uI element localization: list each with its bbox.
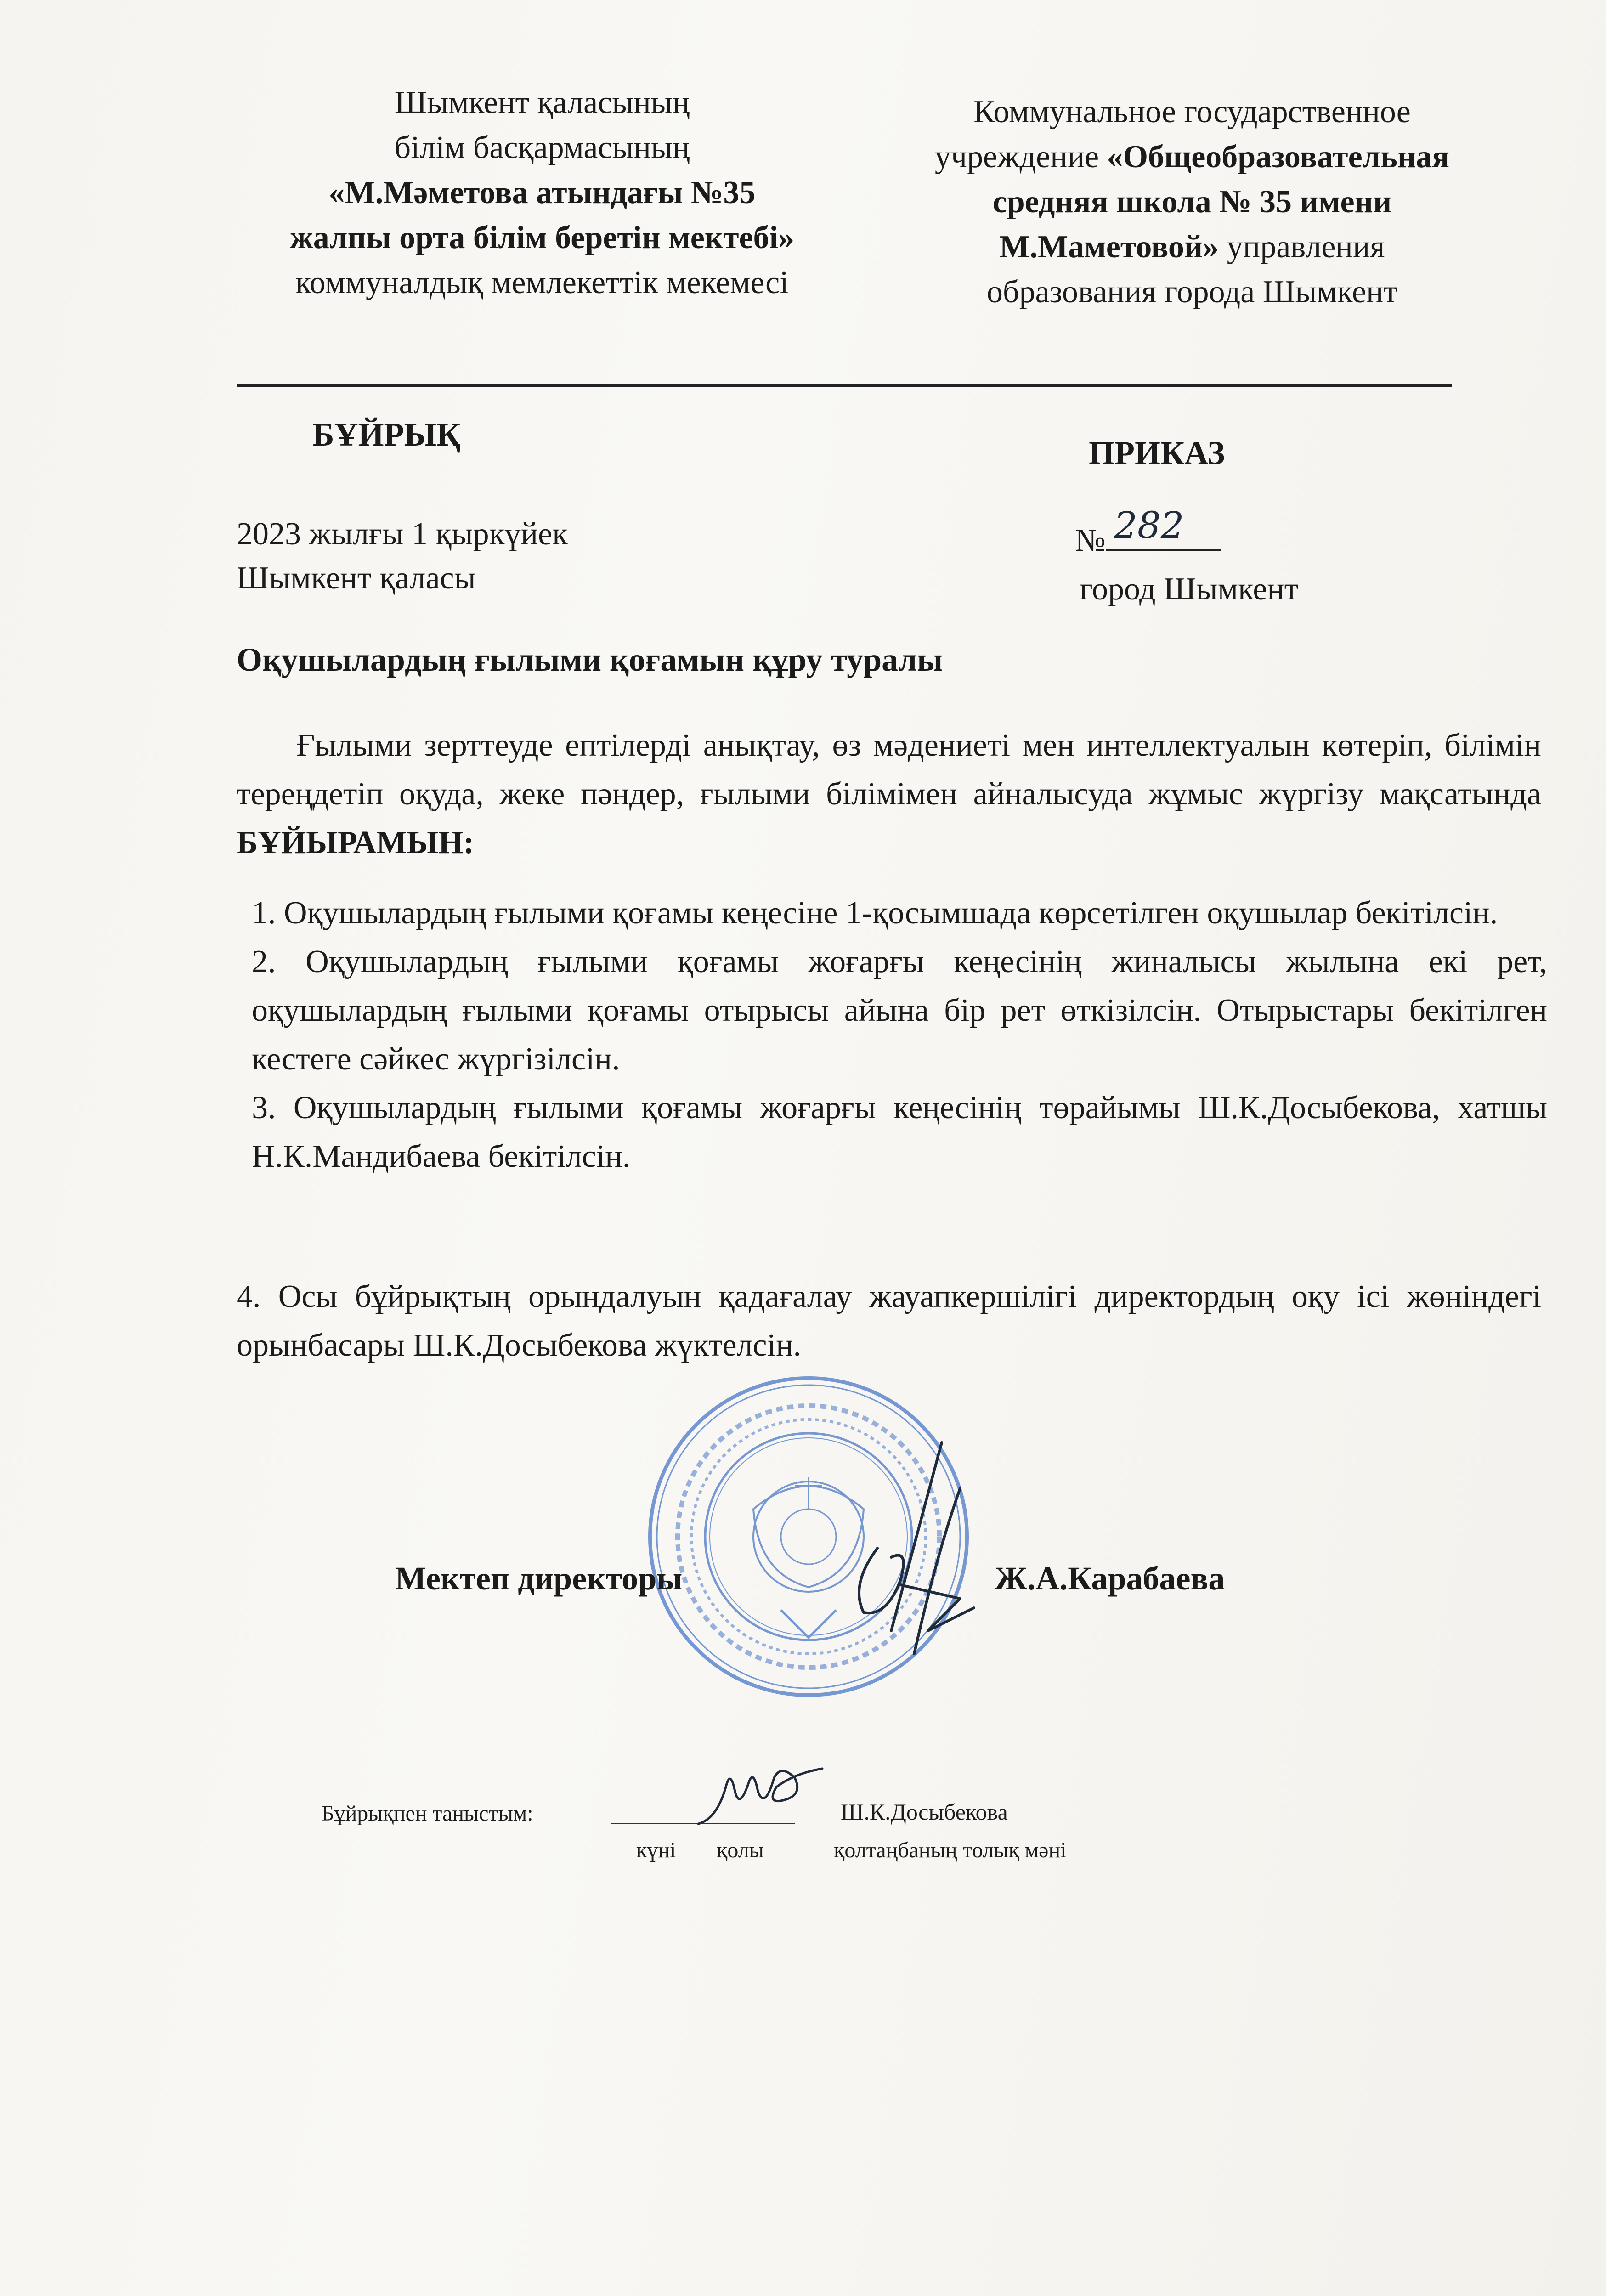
header-ru-line1: Коммунальное государственное <box>973 94 1411 130</box>
header-kk-line1: Шымкент қаласының <box>394 85 690 120</box>
caption-signature: қолы <box>717 1838 764 1862</box>
order-preamble <box>237 721 1541 867</box>
order-item-4: 4. Осы бұйрықтың орындалуын қадағалау жауапкершілігі директордың оқу ісі жөніндегі орынбасары Ш.К.Досыбекова жүктелсін. <box>237 1279 1541 1363</box>
header-ru-line3: средняя школа № 35 имени <box>992 184 1392 220</box>
header-kazakh <box>221 80 864 305</box>
order-date: 2023 жылғы 1 қыркүйек <box>237 516 568 552</box>
header-ru-line5: образования города Шымкент <box>986 274 1398 310</box>
order-city-ru: город Шымкент <box>1080 571 1299 607</box>
caption-full-name: қолтаңбаның толық мәні <box>834 1838 1067 1862</box>
header-kk-line2: білім басқармасының <box>394 130 690 165</box>
acknowledgement-label: Бұйрықпен таныстым: <box>322 1801 533 1826</box>
order-item-1: 1. Оқушылардың ғылыми қоғамы кеңесіне 1-қосымшада көрсетілген оқушылар бекітілсін. <box>252 895 1498 931</box>
header-russian <box>859 90 1525 315</box>
order-number-prefix: № <box>1075 523 1106 558</box>
order-item-3: 3. Оқушылардың ғылыми қоғамы жоғарғы кеңесінің төрайымы Ш.К.Досыбекова, хатшы Н.К.Мандибаева бекітілсін. <box>252 1090 1547 1174</box>
order-items <box>252 889 1547 1181</box>
director-name: Ж.А.Карабаева <box>995 1560 1225 1597</box>
header-ru-line2-plain: учреждение <box>934 139 1107 175</box>
order-subject: Оқушылардың ғылыми қоғамын құру туралы <box>237 641 943 678</box>
order-item-2: 2. Оқушылардың ғылыми қоғамы жоғарғы кеңесінің жиналысы жылына екі рет, оқушылардың ғылыми қоғамы отырысы айына бір рет өткізілсін. Отырыстары бекітілген кестеге сәйкес жүргізілсін. <box>252 944 1547 1077</box>
acknowledgement-signature <box>689 1759 827 1828</box>
order-number: 282 <box>1114 508 1184 547</box>
director-title: Мектеп директоры <box>395 1560 683 1597</box>
order-number-handwritten <box>1106 508 1221 551</box>
header-kk-line3: «М.Мәметова атындағы №35 <box>328 175 756 210</box>
header-kk-line5: коммуналдық мемлекеттік мекемесі <box>295 265 789 300</box>
order-title-ru: ПРИКАЗ <box>1089 435 1225 471</box>
director-signature <box>822 1433 1006 1672</box>
header-ru-line4-bold: М.Маметовой» <box>999 229 1219 265</box>
order-city-kk: Шымкент қаласы <box>237 560 476 596</box>
acknowledgement-name: Ш.К.Досыбекова <box>841 1799 1008 1825</box>
header-divider <box>237 384 1452 387</box>
preamble-decree: БҰЙЫРАМЫН: <box>237 825 474 860</box>
header-ru-line2-bold: «Общеобразовательная <box>1107 139 1450 175</box>
order-title-kk: БҰЙРЫҚ <box>312 416 461 453</box>
order-date-block <box>237 512 568 600</box>
preamble-text: Ғылыми зерттеуде ептілерді анықтау, өз мәдениеті мен интеллектуалын көтеріп, білімін тереңдетіп оқуда, жеке пәндер, ғылыми білімімен айналысуда жұмыс жүргізу мақсатында <box>237 728 1541 812</box>
order-number-line <box>1075 508 1221 563</box>
order-number-ink <box>1110 508 1221 549</box>
header-ru-line4-plain: управления <box>1219 229 1385 265</box>
header-kk-line4: жалпы орта білім беретін мектебі» <box>289 220 795 255</box>
caption-day: күні <box>636 1838 676 1862</box>
